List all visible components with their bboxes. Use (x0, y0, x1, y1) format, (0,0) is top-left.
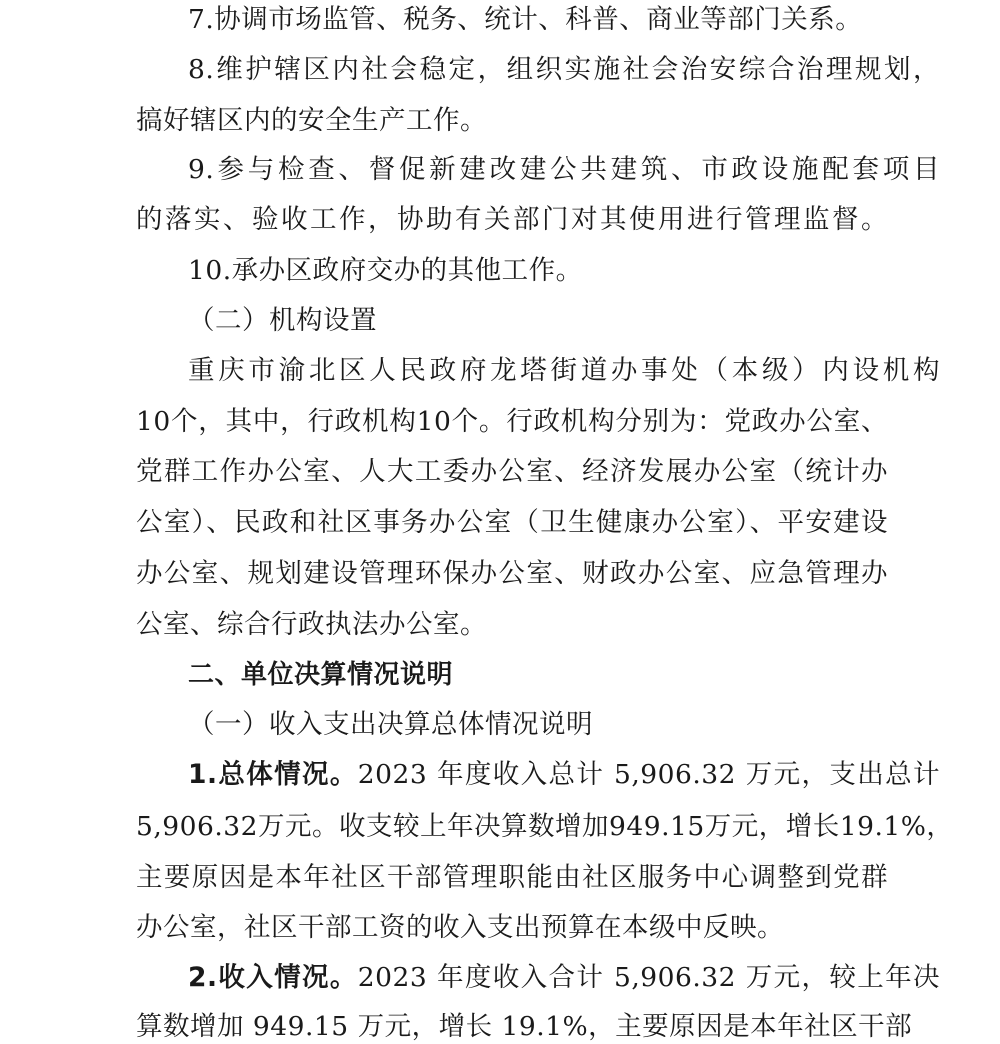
paragraph-line: 8.维护辖区内社会稳定，组织实施社会治安综合治理规划， (188, 54, 940, 85)
paragraph-text: 2023 年度收入合计 5,906.32 万元，较上年决 (357, 962, 940, 993)
subsection-heading: （二）机构设置 (188, 305, 377, 336)
paragraph-line (188, 961, 940, 995)
paragraph-line: 重庆市渝北区人民政府龙塔街道办事处（本级）内设机构 (188, 355, 940, 386)
paragraph-line: 公室）、民政和社区事务办公室（卫生健康办公室）、平安建设 (136, 507, 888, 538)
section-heading: 二、单位决算情况说明 (188, 660, 454, 690)
subsection-heading: （一）收入支出决算总体情况说明 (188, 709, 593, 740)
bold-lead: 2.收入情况。 (188, 962, 358, 993)
paragraph-line: 9.参与检查、督促新建改建公共建筑、市政设施配套项目 (188, 154, 940, 185)
paragraph-line: 党群工作办公室、人大工委办公室、经济发展办公室（统计办 (136, 456, 888, 487)
paragraph-line: 10.承办区政府交办的其他工作。 (188, 255, 583, 286)
paragraph-line: 主要原因是本年社区干部管理职能由社区服务中心调整到党群 (136, 862, 888, 893)
paragraph-line: 办公室、规划建设管理环保办公室、财政办公室、应急管理办 (136, 558, 888, 589)
paragraph-line: 公室、综合行政执法办公室。 (136, 609, 487, 640)
paragraph-line: 5,906.32万元。收支较上年决算数增加949.15万元，增长19.1%， (136, 811, 954, 842)
paragraph-line: 办公室，社区干部工资的收入支出预算在本级中反映。 (136, 912, 784, 943)
paragraph-line: 搞好辖区内的安全生产工作。 (136, 105, 487, 136)
paragraph-line: 10个，其中，行政机构10个。行政机构分别为：党政办公室、 (136, 406, 888, 437)
paragraph-text: 2023 年度收入总计 5,906.32 万元，支出总计 (357, 759, 940, 790)
paragraph-line: 的落实、验收工作，协助有关部门对其使用进行管理监督。 (136, 204, 888, 235)
bold-lead: 1.总体情况。 (188, 759, 358, 790)
paragraph-line (188, 758, 940, 792)
paragraph-line: 算数增加 949.15 万元，增长 19.1%，主要原因是本年社区干部 (136, 1011, 913, 1042)
paragraph-line: 7.协调市场监管、税务、统计、科普、商业等部门关系。 (188, 4, 863, 35)
